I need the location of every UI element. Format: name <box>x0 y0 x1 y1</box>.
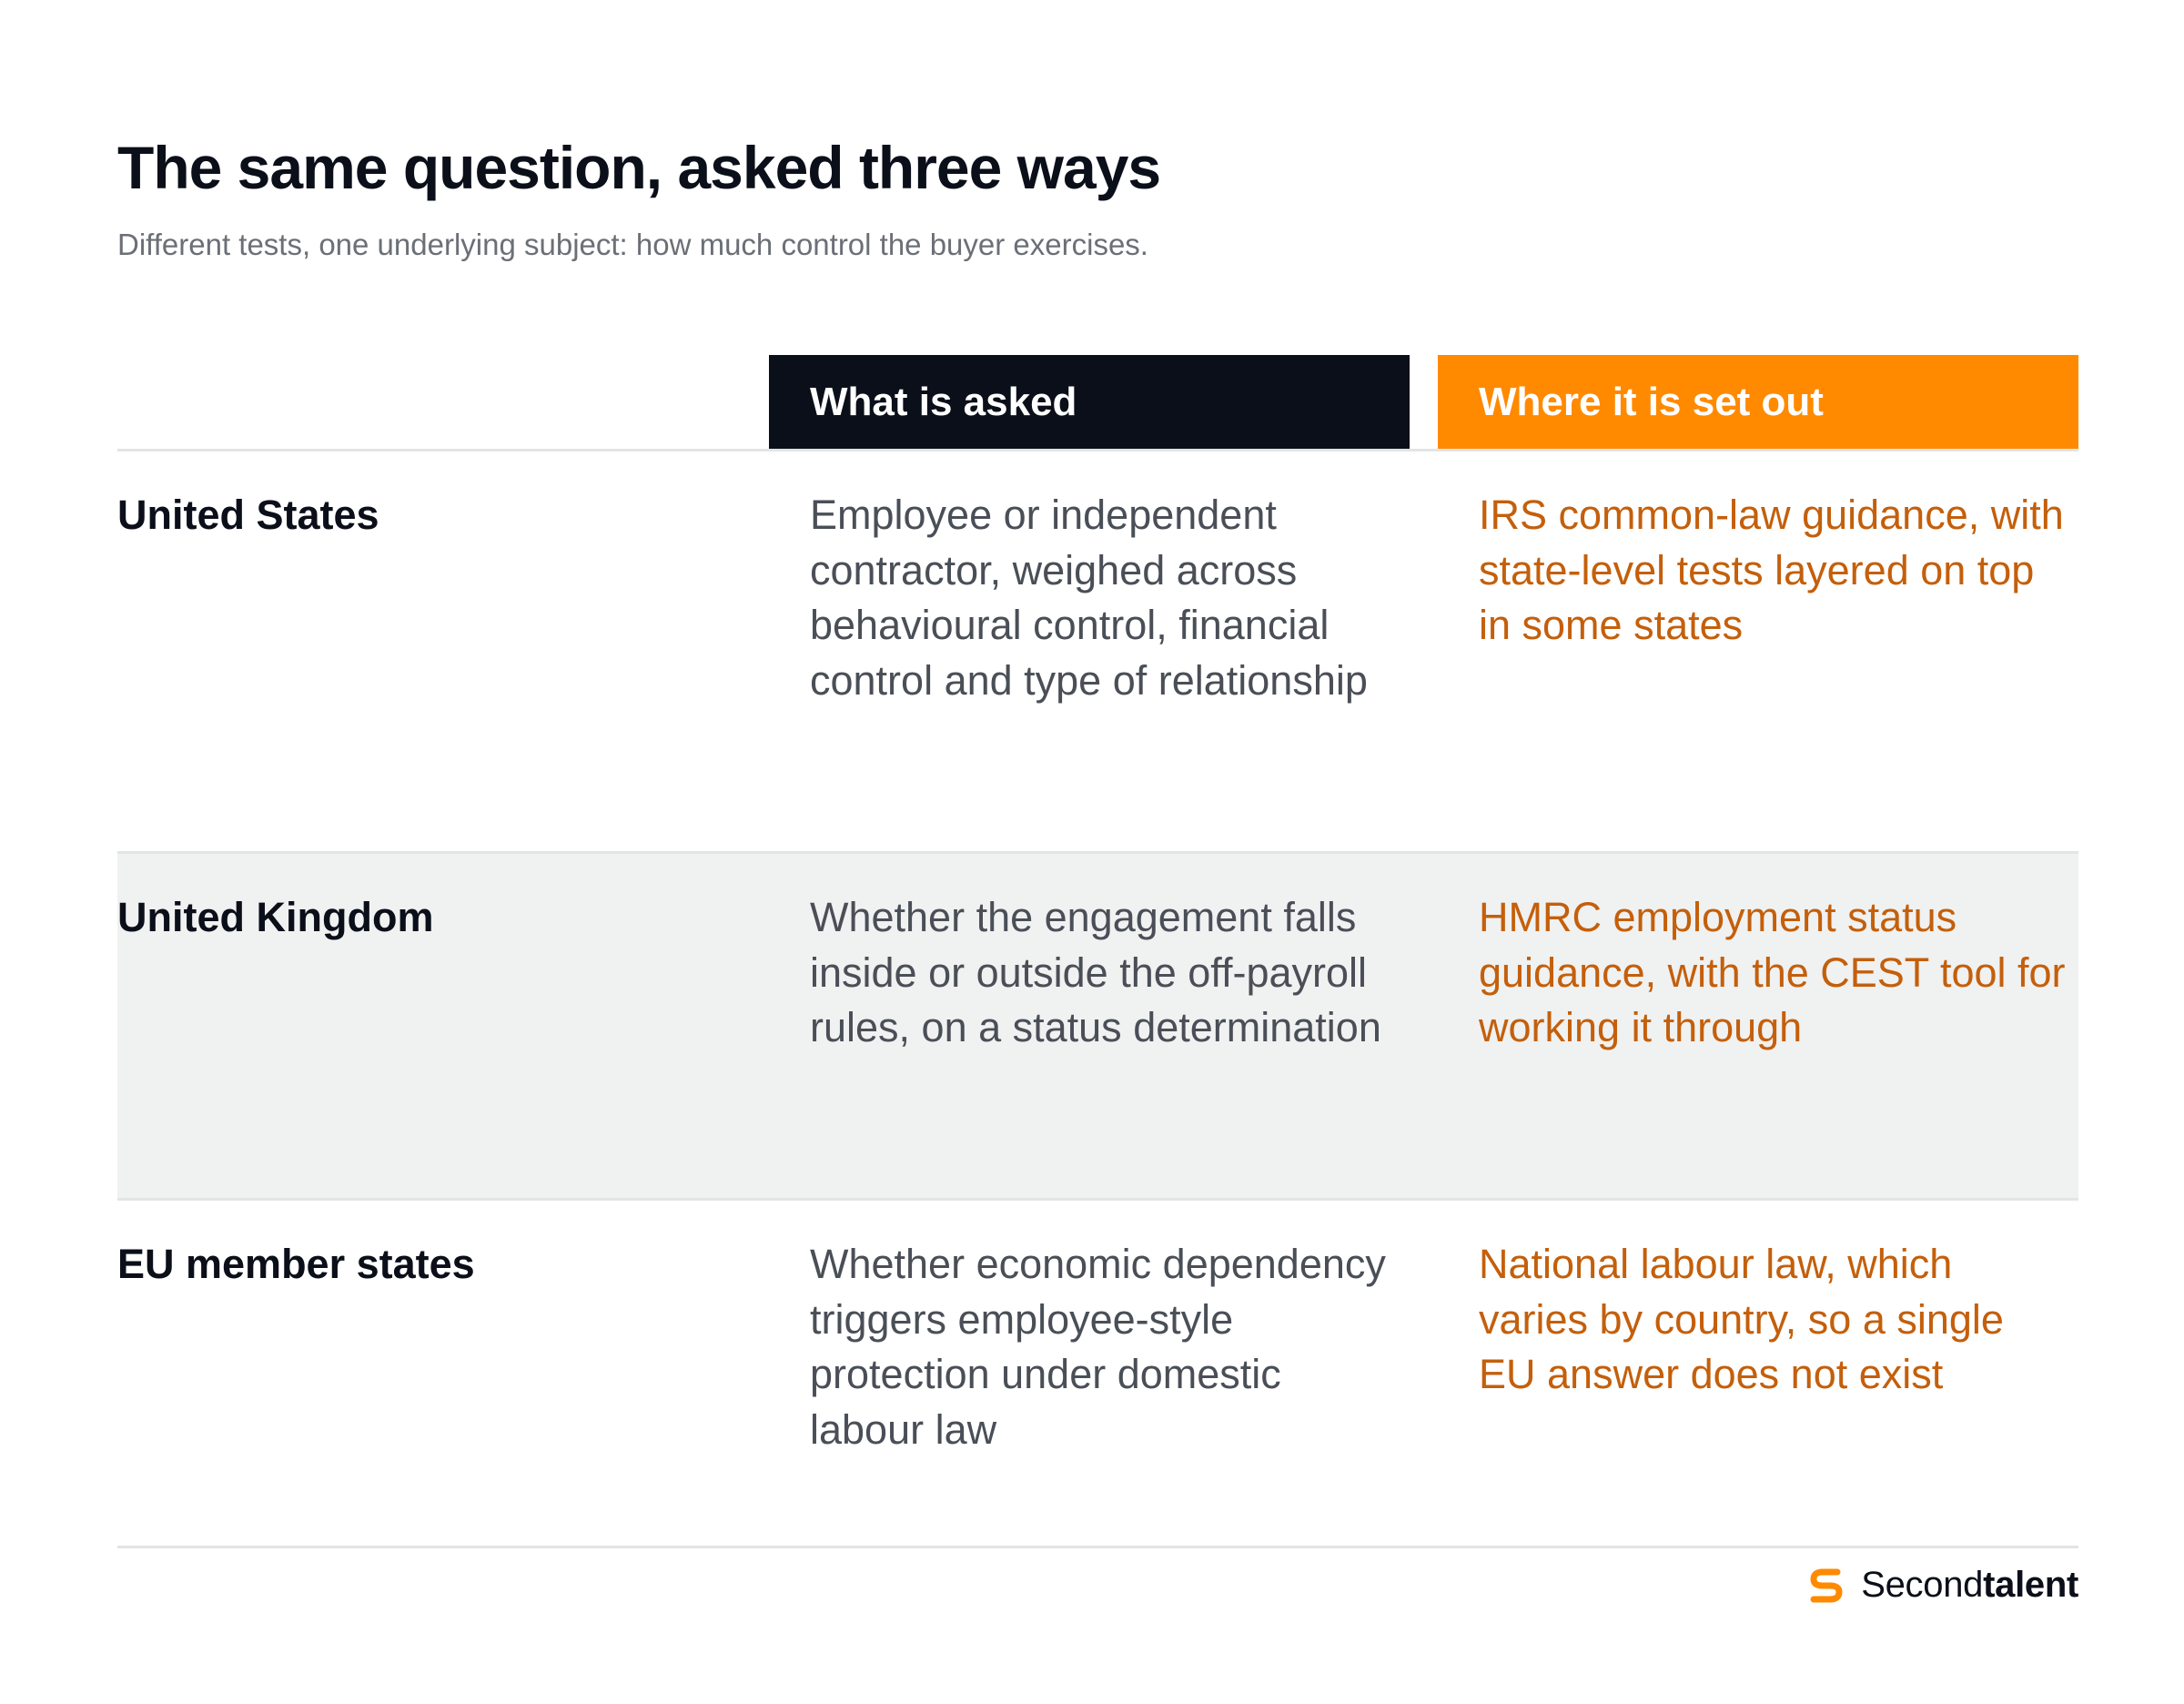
column-header-where-set-out: Where it is set out <box>1438 355 2078 450</box>
page <box>117 0 2078 1704</box>
brand-logo <box>1803 1559 2078 1610</box>
table-row <box>117 854 2078 1199</box>
brand-wordmark <box>1861 1565 2078 1606</box>
row-where-set-out: HMRC employment status guidance, with the CEST tool for working it through <box>1479 894 2066 1050</box>
row-where-set-out: IRS common-law guidance, with state-level tests layered on top in some states <box>1479 492 2064 648</box>
row-country: United Kingdom <box>117 894 434 940</box>
row-where-set-out: National labour law, which varies by country, so a single EU answer does not exist <box>1479 1241 2004 1397</box>
table-divider <box>117 1546 2078 1548</box>
row-country: United States <box>117 492 379 538</box>
row-what-is-asked: Employee or independent contractor, weighed across behavioural control, financial control and type of relationship <box>810 492 1368 704</box>
row-what-is-asked: Whether economic dependency triggers employee-style protection under domestic labour law <box>810 1241 1386 1453</box>
secondtalent-s-logo-icon <box>1803 1561 1850 1608</box>
table-header <box>117 355 2078 450</box>
brand-wordmark-second: Second <box>1861 1564 1984 1605</box>
table-row <box>117 451 2078 852</box>
page-title: The same question, asked three ways <box>117 134 1161 201</box>
page-subtitle: Different tests, one underlying subject: how much control the buyer exercises. <box>117 228 1148 261</box>
row-what-is-asked: Whether the engagement falls inside or outside the off-payroll rules, on a status determination <box>810 894 1381 1050</box>
column-header-what-is-asked: What is asked <box>769 355 1410 450</box>
row-country: EU member states <box>117 1241 475 1287</box>
table-row <box>117 1201 2078 1547</box>
brand-wordmark-talent: talent <box>1983 1564 2078 1605</box>
